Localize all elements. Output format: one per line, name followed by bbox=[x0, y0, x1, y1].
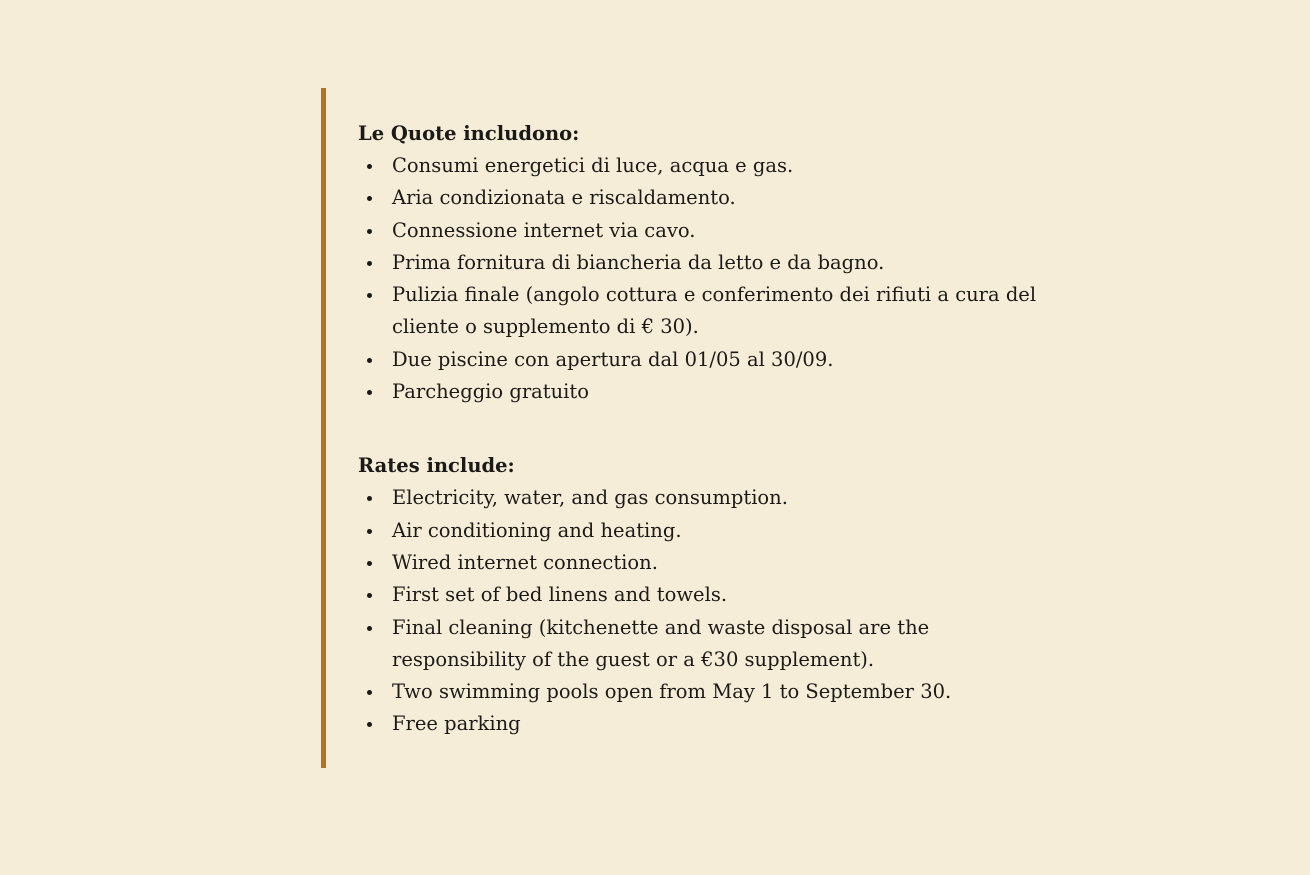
english-list bbox=[358, 482, 1058, 740]
italian-list bbox=[358, 150, 1058, 408]
english-item-linens: First set of bed linens and towels. bbox=[358, 579, 1058, 611]
english-item-cleaning: Final cleaning (kitchenette and waste disposal are the responsibility of the guest or a €30 supplement). bbox=[358, 612, 1058, 677]
english-item-pools: Two swimming pools open from May 1 to September 30. bbox=[358, 676, 1058, 708]
italian-section bbox=[358, 118, 1058, 408]
rates-content bbox=[358, 118, 1058, 741]
english-item-air: Air conditioning and heating. bbox=[358, 515, 1058, 547]
accent-bar bbox=[321, 88, 326, 768]
english-item-parking: Free parking bbox=[358, 708, 1058, 740]
english-item-internet: Wired internet connection. bbox=[358, 547, 1058, 579]
italian-item-pools: Due piscine con apertura dal 01/05 al 30/09. bbox=[358, 344, 1058, 376]
italian-item-linens: Prima fornitura di biancheria da letto e da bagno. bbox=[358, 247, 1058, 279]
italian-item-parking: Parcheggio gratuito bbox=[358, 376, 1058, 408]
italian-item-air: Aria condizionata e riscaldamento. bbox=[358, 182, 1058, 214]
italian-heading: Le Quote includono: bbox=[358, 122, 580, 145]
italian-item-cleaning: Pulizia finale (angolo cottura e conferimento dei rifiuti a cura del cliente o supplemento di € 30). bbox=[358, 279, 1058, 344]
english-heading: Rates include: bbox=[358, 454, 515, 478]
english-section bbox=[358, 450, 1058, 740]
italian-item-internet: Connessione internet via cavo. bbox=[358, 215, 1058, 247]
italian-item-energy: Consumi energetici di luce, acqua e gas. bbox=[358, 150, 1058, 182]
english-item-energy: Electricity, water, and gas consumption. bbox=[358, 482, 1058, 514]
